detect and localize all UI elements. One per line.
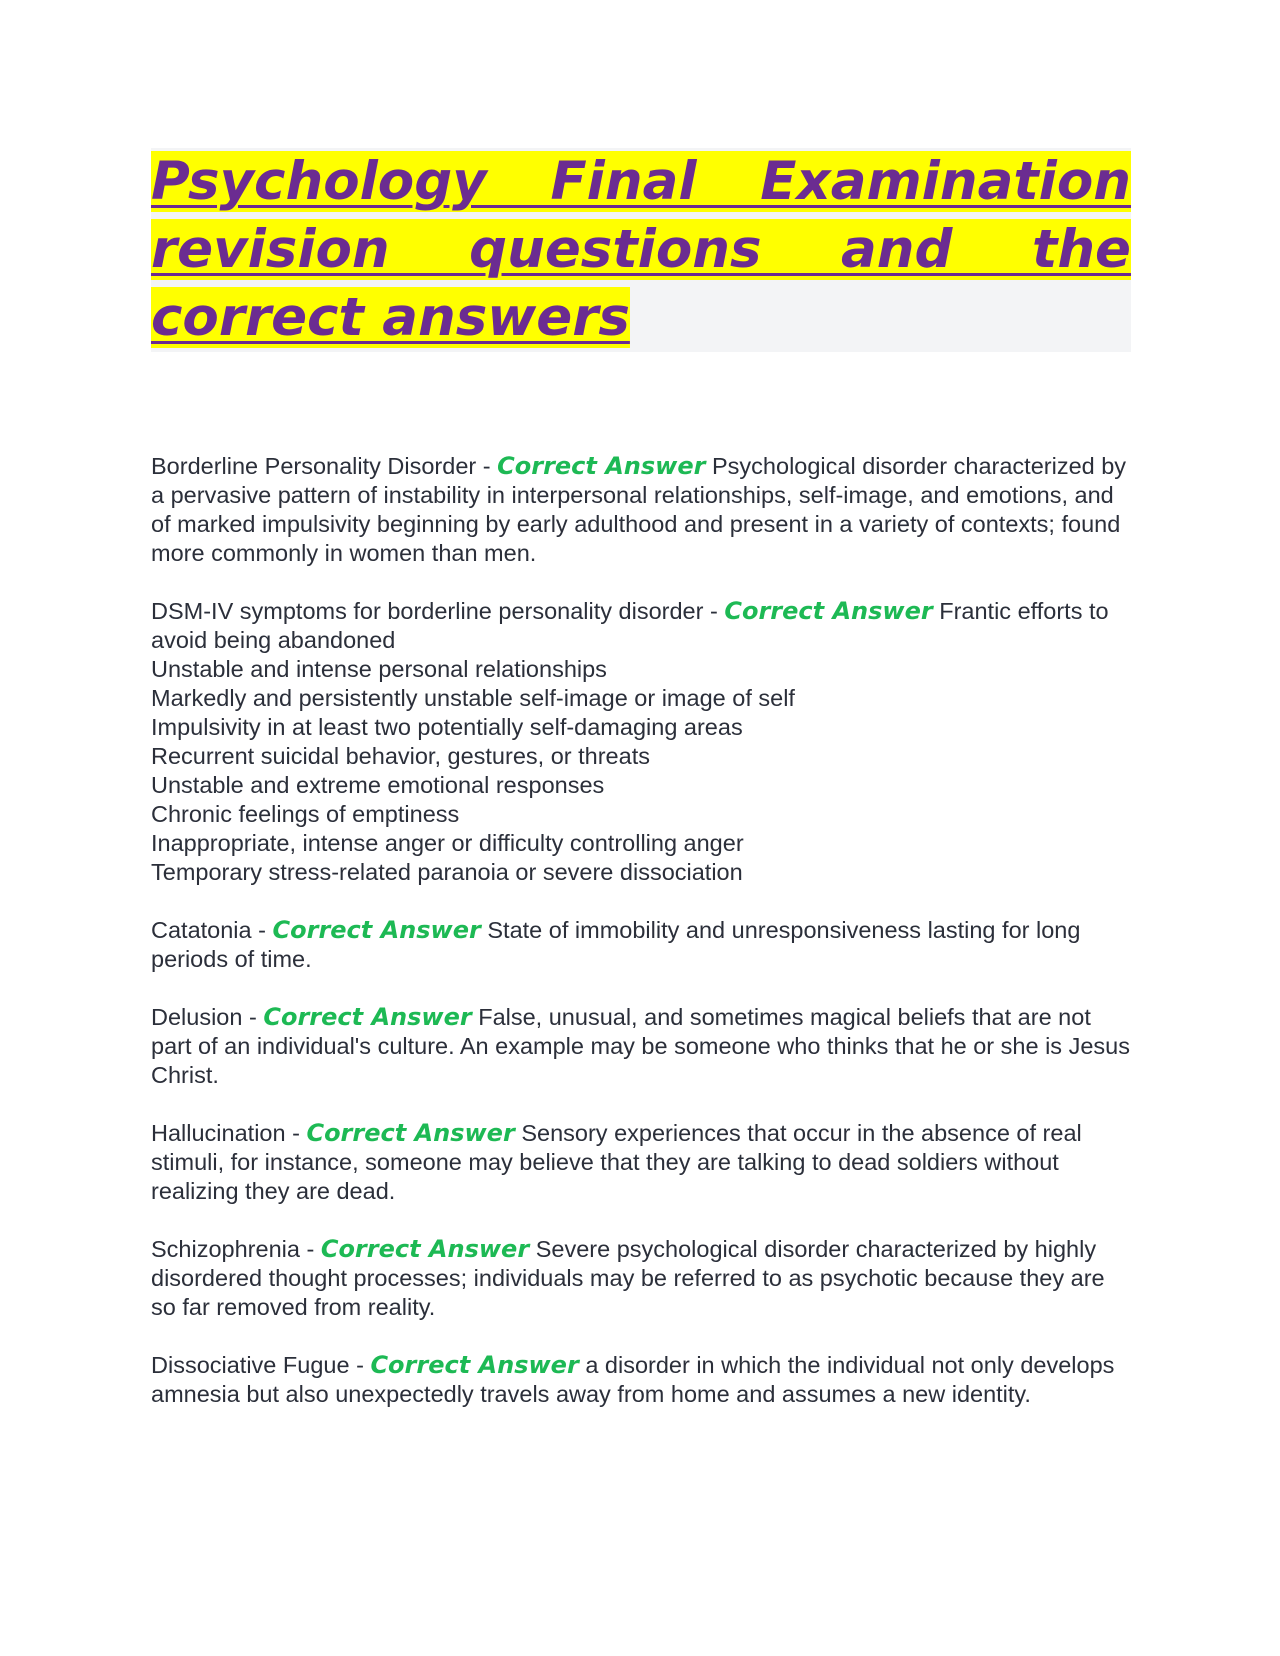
entry-term: Delusion — [151, 1004, 243, 1030]
correct-answer-label: Correct Answer — [320, 1235, 530, 1263]
qa-entry — [151, 916, 1131, 974]
entry-term: Borderline Personality Disorder — [151, 453, 477, 479]
entry-term: DSM-IV symptoms for borderline personality disorder — [151, 598, 704, 624]
entry-separator: - — [349, 1352, 371, 1378]
entry-separator: - — [703, 598, 725, 624]
symptom-line: Unstable and intense personal relationships — [151, 656, 607, 682]
title-block — [151, 148, 1131, 352]
correct-answer-label: Correct Answer — [497, 452, 706, 480]
symptom-line: Markedly and persistently unstable self-image or image of self — [151, 685, 795, 711]
entry-separator: - — [251, 917, 273, 943]
entry-definition: False, unusual, and sometimes magical beliefs that are not part of an individual's culture. An example may be someone who thinks that he or she is Jesus Christ. — [151, 1004, 1130, 1088]
symptom-line: Impulsivity in at least two potentially self-damaging areas — [151, 714, 743, 740]
qa-entry — [151, 1119, 1131, 1206]
qa-entry — [151, 597, 1131, 887]
entry-definition: Frantic efforts to avoid being abandoned — [151, 598, 1109, 653]
document-title — [151, 148, 1131, 352]
entry-definition: a disorder in which the individual not only develops amnesia but also unexpectedly travels away from home and assumes a new identity. — [151, 1352, 1115, 1407]
document-page — [151, 148, 1131, 1438]
qa-entry — [151, 452, 1131, 568]
entry-separator: - — [285, 1120, 307, 1146]
entry-separator: - — [299, 1236, 321, 1262]
qa-entry — [151, 1235, 1131, 1322]
symptom-line: Chronic feelings of emptiness — [151, 801, 460, 827]
entry-term: Catatonia — [151, 917, 252, 943]
symptom-line: Recurrent suicidal behavior, gestures, or threats — [151, 743, 650, 769]
qa-list — [151, 452, 1131, 1409]
correct-answer-label: Correct Answer — [724, 597, 933, 625]
correct-answer-label: Correct Answer — [272, 916, 481, 944]
correct-answer-label: Correct Answer — [306, 1119, 515, 1147]
correct-answer-label: Correct Answer — [370, 1351, 579, 1379]
qa-entry — [151, 1003, 1131, 1090]
entry-term: Schizophrenia — [151, 1236, 300, 1262]
correct-answer-label: Correct Answer — [263, 1003, 472, 1031]
symptom-line: Temporary stress-related paranoia or severe dissociation — [151, 859, 743, 885]
entry-definition: Severe psychological disorder characterized by highly disordered thought processes; individuals may be referred to as psychotic because they are so far removed from reality. — [151, 1236, 1105, 1320]
entry-definition: Sensory experiences that occur in the absence of real stimuli, for instance, someone may believe that they are talking to dead soldiers without realizing they are dead. — [151, 1120, 1082, 1204]
symptom-line: Unstable and extreme emotional responses — [151, 772, 605, 798]
document-title-text: Psychology Final Examination revision questions and the correct answers — [151, 151, 1131, 348]
entry-term: Hallucination — [151, 1120, 286, 1146]
entry-separator: - — [476, 453, 498, 479]
entry-term: Dissociative Fugue — [151, 1352, 350, 1378]
entry-definition: Psychological disorder characterized by a pervasive pattern of instability in interpersonal relationships, self-image, and emotions, and of marked impulsivity beginning by early adulthood and present in a variety of contexts; found more commonly in women than men. — [151, 453, 1127, 566]
qa-entry — [151, 1351, 1131, 1409]
symptom-line: Inappropriate, intense anger or difficulty controlling anger — [151, 830, 744, 856]
entry-separator: - — [242, 1004, 264, 1030]
entry-definition: State of immobility and unresponsiveness lasting for long periods of time. — [151, 917, 1081, 972]
